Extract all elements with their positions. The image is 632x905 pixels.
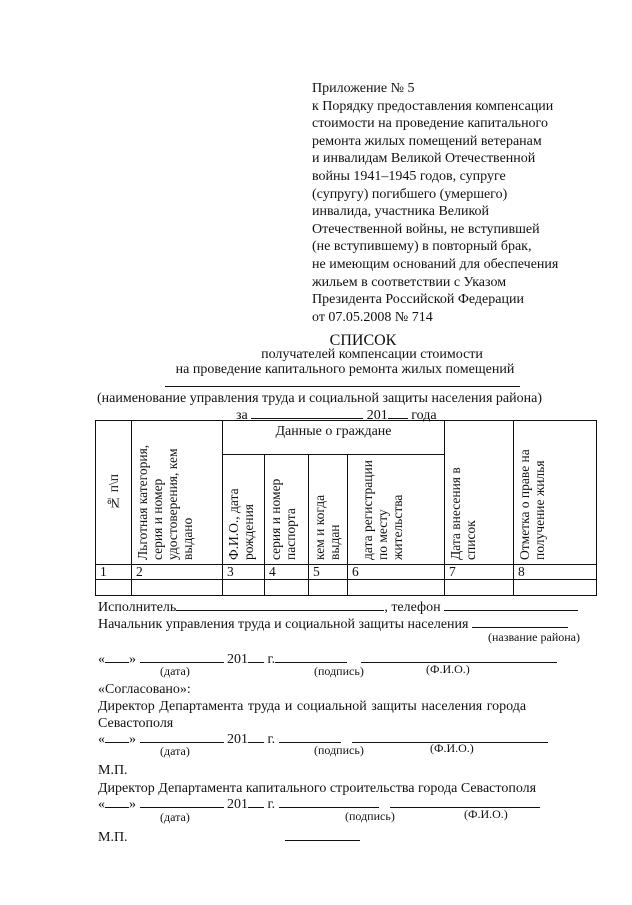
quote-close: »: [129, 652, 136, 667]
header-category: Льготная категория, серия и номер удостоверения, кем выдано: [135, 444, 195, 560]
appendix-line: ремонта жилых помещений ветеранам: [312, 133, 542, 149]
fio-caption: (Ф.И.О.): [426, 662, 470, 676]
organization-underline: [165, 386, 520, 387]
year-blank: [248, 795, 264, 808]
year-label: 201: [227, 652, 248, 667]
fio-caption: (Ф.И.О.): [430, 741, 474, 755]
col-number: 4: [265, 565, 309, 580]
signature-blank: [275, 650, 347, 663]
header-registration: дата регистрации по месту жительства: [360, 460, 405, 560]
col-number: 6: [348, 565, 445, 580]
appendix-line: инвалида, участника Великой: [312, 204, 490, 220]
col-number: 8: [514, 565, 597, 580]
table-row-numbers: [96, 565, 597, 580]
subtitle-line-2: на проведение капитального ремонта жилых помещений: [175, 362, 515, 377]
district-caption: (название района): [488, 630, 580, 644]
director2-title: Директор Департамента капитального строительства города Севастополя: [98, 781, 537, 796]
signature-caption: (подпись): [314, 664, 364, 678]
head-label: Начальник управления труда и социальной защиты населения: [98, 617, 469, 632]
short-underline: [285, 840, 360, 841]
signature-caption: (подпись): [314, 743, 364, 757]
header-citizen-data: Данные о гражданe: [223, 421, 445, 455]
g-label: г.: [267, 732, 276, 747]
recipients-table: [95, 420, 597, 596]
appendix-line: не имеющим оснований для обеспечения: [312, 256, 559, 272]
seal-mark: М.П.: [98, 830, 128, 845]
district-blank: [472, 615, 568, 628]
g-label: г.: [267, 797, 276, 812]
period-blank: [251, 406, 363, 419]
appendix-line: Приложение № 5: [312, 81, 415, 96]
g-label: г.: [267, 652, 276, 667]
col-number: 5: [309, 565, 348, 580]
month-blank: [140, 730, 224, 743]
executor-label: Исполнитель: [98, 600, 177, 615]
day-blank: [105, 730, 129, 743]
header-number: № п\п: [106, 474, 121, 511]
appendix-block: [312, 80, 558, 326]
header-housing-right: Отметка о праве на получение жилья: [517, 449, 547, 560]
executor-blank: [176, 598, 384, 611]
year-blank: [248, 730, 264, 743]
fio-caption: (Ф.И.О.): [464, 807, 508, 821]
seal-mark: М.П.: [98, 763, 128, 778]
table-row-empty: [96, 580, 597, 596]
agreed-label: «Согласовано»:: [98, 682, 191, 697]
date-caption: (дата): [160, 744, 190, 758]
appendix-line: (не вступившему) в повторный брак,: [312, 239, 532, 255]
phone-label: , телефон: [384, 600, 441, 615]
quote-open: «: [98, 652, 105, 667]
director1-title: Директор Департамента труда и социальной защиты населения города: [98, 699, 527, 714]
phone-blank: [444, 598, 578, 611]
appendix-line: (супругу) погибшего (умершего): [312, 186, 508, 202]
year-blank: [388, 406, 408, 419]
day-blank: [105, 650, 129, 663]
appendix-line: жильем в соответствии с Указом: [312, 274, 507, 290]
year-blank: [248, 650, 264, 663]
day-blank: [105, 795, 129, 808]
month-blank: [140, 650, 224, 663]
subtitle-line-1: получателей компенсации стоимости: [261, 347, 483, 362]
quote-open: «: [98, 797, 105, 812]
appendix-line: Отечественной войны, не вступившей: [312, 221, 540, 237]
header-passport: серия и номер паспорта: [268, 478, 298, 560]
col-number: 2: [132, 565, 223, 580]
col-number: 7: [445, 565, 514, 580]
appendix-line: к Порядку предоставления компенсации: [312, 98, 554, 114]
date-caption: (дата): [160, 664, 190, 678]
signature-blank: [279, 795, 379, 808]
year-label: 201: [227, 797, 248, 812]
quote-close: »: [129, 732, 136, 747]
header-date-added: Дата внесения в список: [448, 467, 478, 560]
period-year: 201: [366, 408, 388, 423]
appendix-line: и инвалидам Великой Отечественной: [312, 151, 536, 167]
signature-caption: (подпись): [345, 809, 395, 823]
executor-line: [98, 598, 578, 616]
period-goda: года: [411, 408, 437, 423]
month-blank: [140, 795, 224, 808]
quote-open: «: [98, 732, 105, 747]
header-fio: Ф.И.О., дата рождения: [226, 488, 256, 560]
appendix-line: стоимости на проведение капитального: [312, 116, 548, 132]
appendix-line: войны 1941–1945 годов, супруге: [312, 168, 506, 184]
quote-close: »: [129, 797, 136, 812]
document-title: СПИСОК: [329, 332, 397, 349]
col-number: 1: [96, 565, 132, 580]
header-issued-by: кем и когда выдан: [312, 494, 342, 560]
director1-title-cont: Севастополя: [98, 716, 174, 731]
period-za: за: [236, 408, 248, 423]
appendix-line: Президента Российской Федерации: [312, 292, 524, 308]
appendix-line: от 07.05.2008 № 714: [312, 309, 433, 325]
year-label: 201: [227, 732, 248, 747]
col-number: 3: [223, 565, 265, 580]
date-caption: (дата): [160, 810, 190, 824]
organization-caption: (наименование управления труда и социальной защиты населения района): [97, 391, 543, 406]
